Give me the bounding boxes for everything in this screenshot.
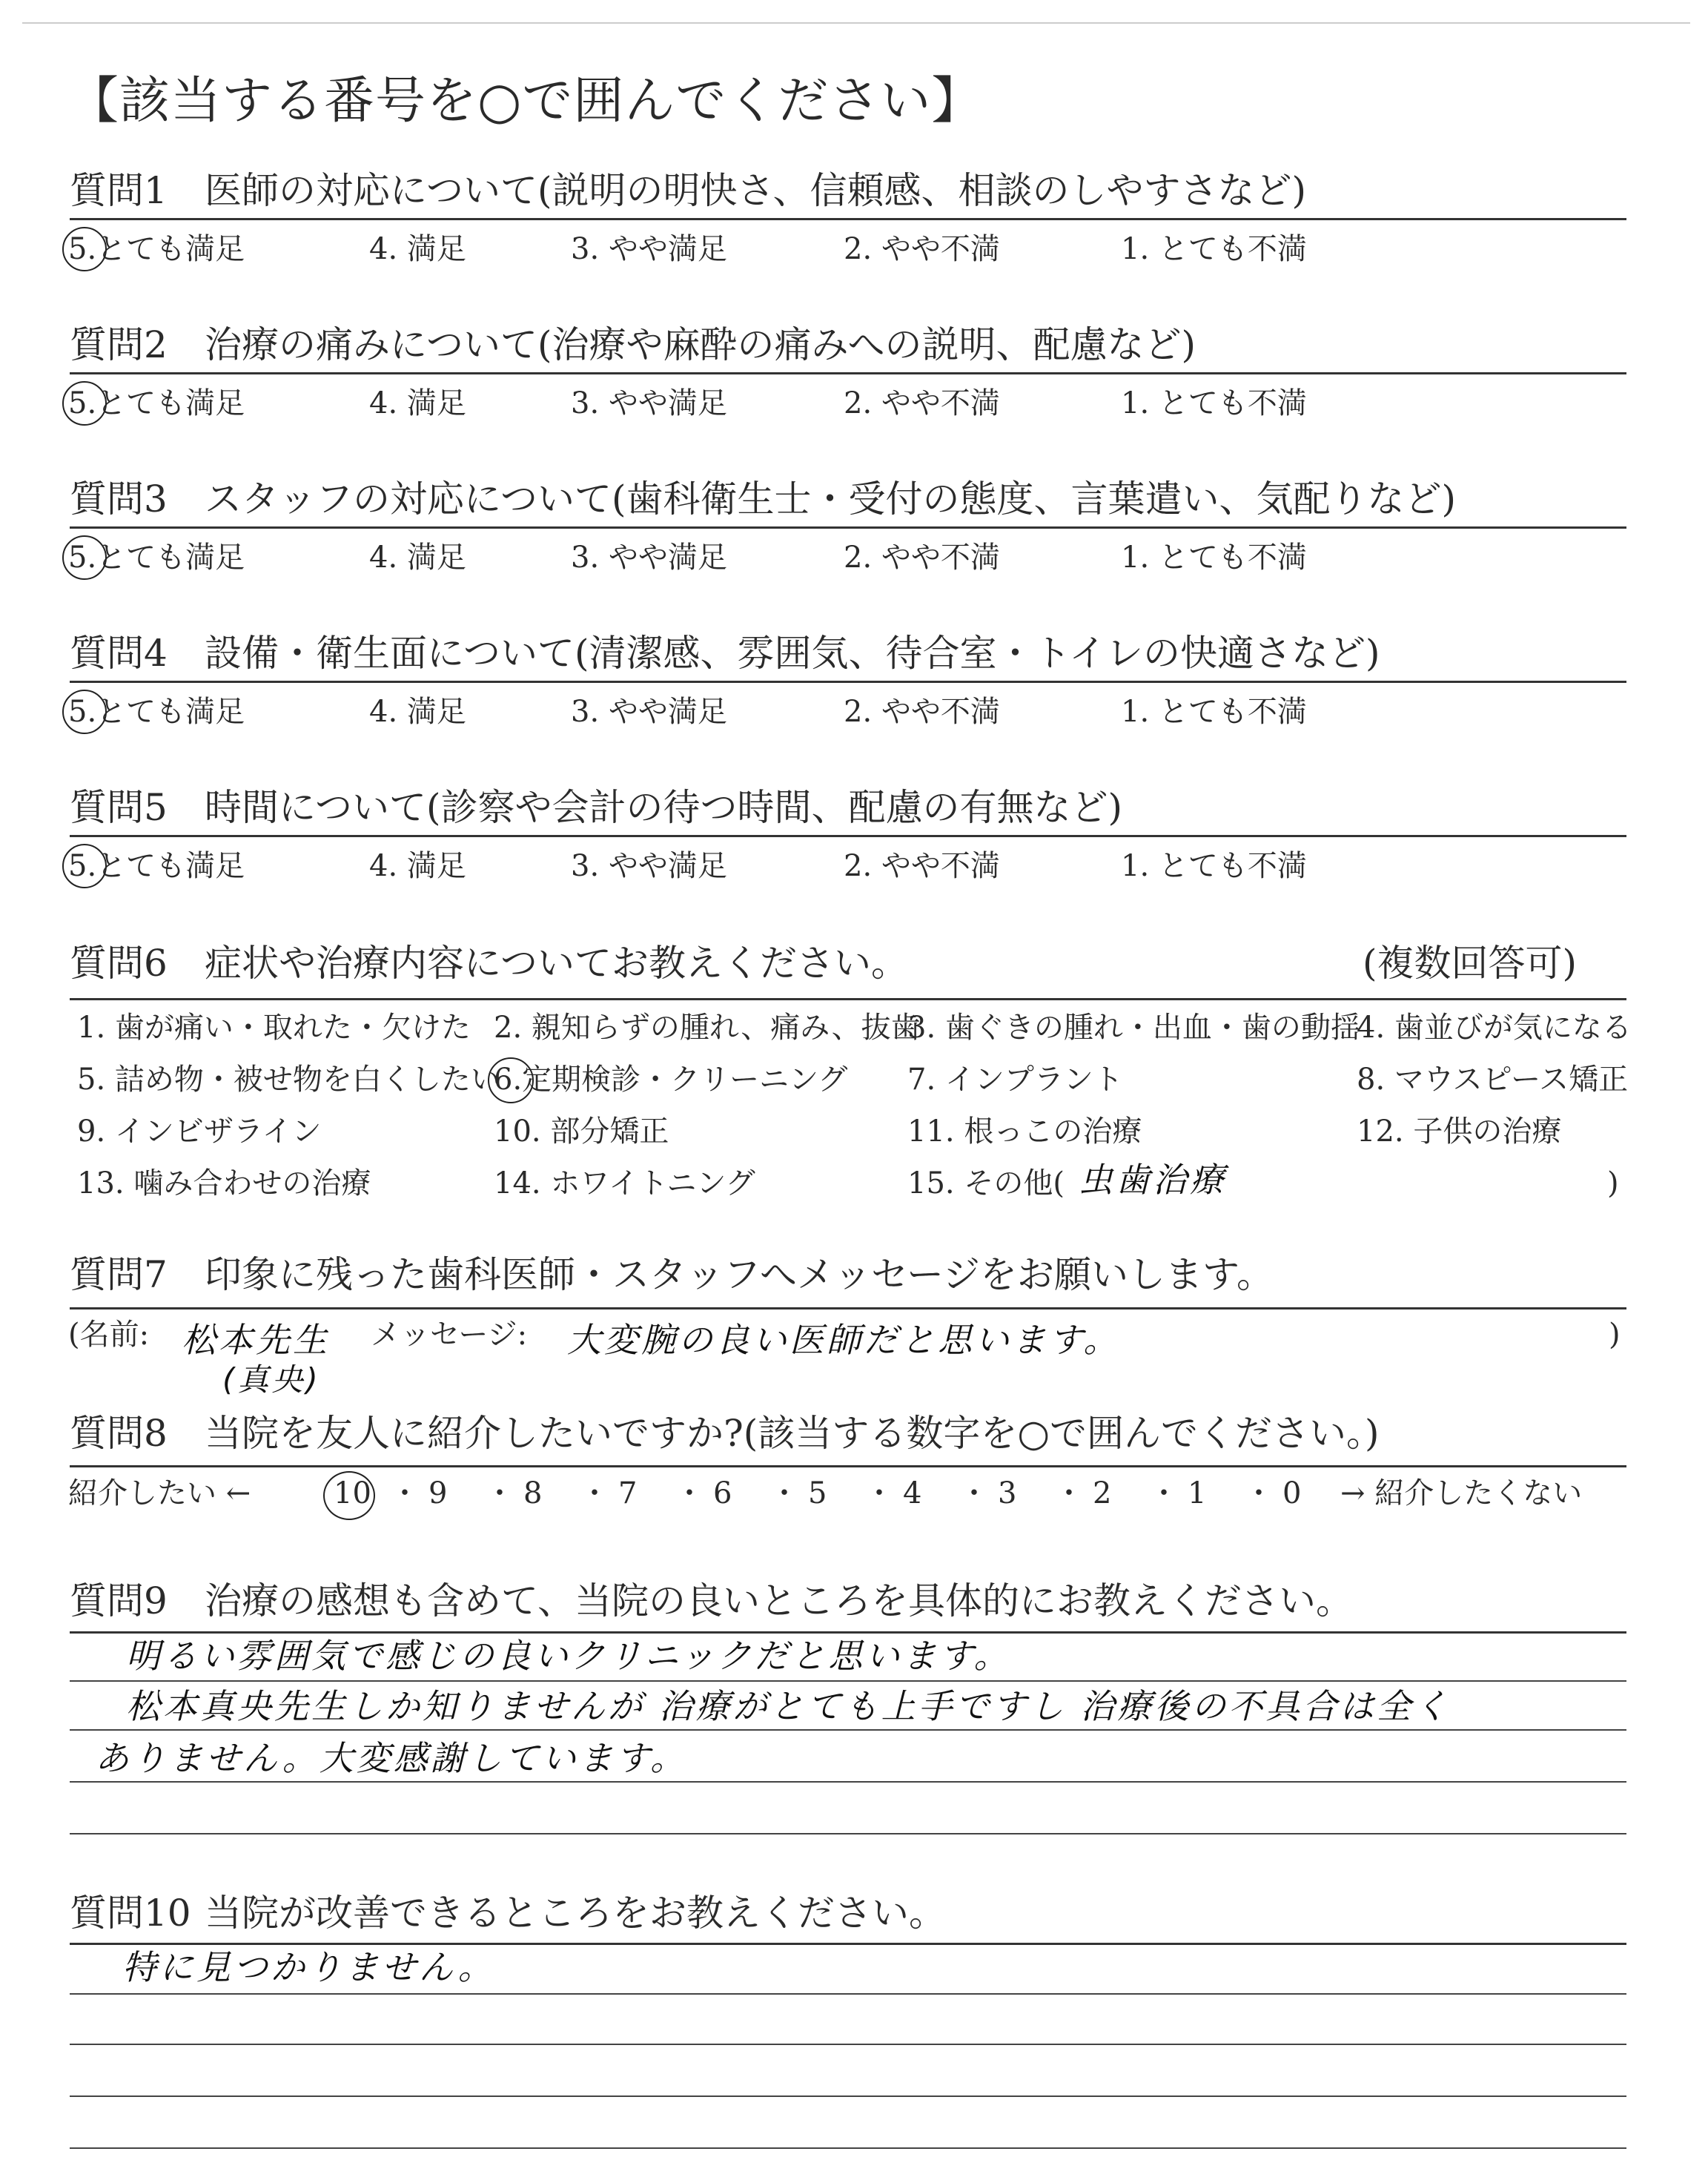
rating-option: 1. とても不満 [1121,849,1307,883]
rating-option: 4. 満足 [369,541,466,575]
question-text: スタッフの対応について(歯科衛生士・受付の態度、言葉遣い、気配りなど) [205,478,1457,521]
q10-line-3 [70,2095,1626,2097]
q8-scale-number: 0 [1282,1476,1302,1510]
q8-separator: ・ [769,1476,799,1510]
question-underline [70,681,1626,683]
question-text: 時間について(診察や会計の待つ時間、配慮の有無など) [205,786,1123,829]
q6-option: 15. その他( [907,1166,1065,1200]
q6-option: 8. マウスピース矯正 [1357,1063,1629,1097]
rating-option: 1. とても不満 [1121,541,1307,575]
rating-option: 5.とても満足 [68,386,245,420]
q6-option: 6.定期検診・クリーニング [494,1063,848,1097]
q8-separator: ・ [580,1476,609,1510]
rating-option: 2. やや不満 [844,695,1000,729]
q9-answer-line: 明るい雰囲気で感じの良いクリニックだと思います。 [126,1636,1011,1676]
q6-option: 14. ホワイトニング [494,1166,755,1200]
q6-option: 10. 部分矯正 [494,1114,669,1149]
q8-scale-number: 5 [808,1476,827,1510]
q8-text: 当院を友人に紹介したいですか?(該当する数字を○で囲んでください。) [205,1412,1380,1455]
rating-option: 2. やや不満 [844,541,1000,575]
q6-option: ) [1607,1166,1619,1200]
selection-circle [323,1471,375,1520]
rating-option: 1. とても不満 [1121,695,1307,729]
q6-other-answer: 虫歯治療 [1079,1160,1227,1200]
question-label: 質問3 [70,478,168,521]
q8-underline [70,1465,1626,1467]
question-text: 設備・衛生面について(清潔感、雰囲気、待合室・トイレの快適さなど) [205,632,1380,675]
q7-name-note: (真央) [222,1361,321,1398]
q6-label: 質問6 [70,942,168,985]
rating-option: 3. やや満足 [571,849,727,883]
rating-option: 3. やや満足 [571,232,727,266]
rating-option: 2. やや不満 [844,232,1000,266]
q8-scale-number: 9 [428,1476,448,1510]
q7-text: 印象に残った歯科医師・スタッフへメッセージをお願いします。 [205,1253,1274,1296]
rating-option: 4. 満足 [369,232,466,266]
q6-note: (複数回答可) [1363,942,1578,985]
rating-option: 3. やや満足 [571,386,727,420]
q10-label: 質問10 [70,1892,191,1935]
question-underline [70,218,1626,220]
q9-label: 質問9 [70,1579,168,1622]
q6-option: 11. 根っこの治療 [907,1114,1142,1149]
q7-name-answer: 松本先生 [182,1320,330,1360]
q7-underline [70,1307,1626,1309]
q6-option: 1. 歯が痛い・取れた・欠けた [77,1011,471,1045]
q9-underline [70,1631,1626,1634]
question-underline [70,526,1626,529]
q7-name-label: (名前: [68,1318,150,1352]
q7-label: 質問7 [70,1253,168,1296]
page-title: 【該当する番号を○で囲んでください】 [68,72,983,131]
q9-line-4 [70,1833,1626,1834]
q8-label: 質問8 [70,1412,168,1455]
q10-line-1 [70,1993,1626,1995]
q6-option: 9. インビザライン [77,1114,322,1149]
q6-option: 3. 歯ぐきの腫れ・出血・歯の動揺 [907,1011,1360,1045]
q8-separator: ・ [1244,1476,1274,1510]
rating-option: 3. やや満足 [571,541,727,575]
q8-separator: ・ [1149,1476,1179,1510]
q8-right-label: → 紹介したくない [1340,1476,1583,1510]
selection-circle [488,1057,534,1103]
q9-line-1 [70,1680,1626,1682]
rating-option: 5.とても満足 [68,695,245,729]
q7-close-paren: ) [1609,1318,1621,1352]
q8-separator: ・ [390,1476,420,1510]
question-label: 質問5 [70,786,168,829]
q9-text: 治療の感想も含めて、当院の良いところを具体的にお教えください。 [205,1579,1353,1622]
q8-scale-number: 8 [523,1476,543,1510]
rating-option: 4. 満足 [369,695,466,729]
question-label: 質問1 [70,169,168,212]
q6-text: 症状や治療内容についてお教えください。 [205,942,908,985]
rating-option: 1. とても不満 [1121,232,1307,266]
q8-scale-number: 4 [903,1476,922,1510]
question-label: 質問4 [70,632,168,675]
q8-scale-number: 7 [618,1476,638,1510]
q8-scale-number: 2 [1093,1476,1112,1510]
rating-option: 2. やや不満 [844,386,1000,420]
q10-line-4 [70,2147,1626,2149]
rating-option: 5.とても満足 [68,232,245,266]
q10-text: 当院が改善できるところをお教えください。 [205,1892,946,1935]
q8-scale-number: 10 [334,1476,371,1510]
q6-option: 5. 詰め物・被せ物を白くしたい [77,1063,500,1097]
question-text: 医師の対応について(説明の明快さ、信頼感、相談のしやすさなど) [205,169,1307,212]
question-label: 質問2 [70,323,168,366]
q8-scale-number: 1 [1188,1476,1207,1510]
q9-answer-line: ありません。大変感謝しています。 [95,1738,688,1778]
selection-circle [62,535,107,580]
q8-left-label: 紹介したい ← [68,1476,251,1510]
selection-circle [62,381,107,426]
q8-separator: ・ [959,1476,989,1510]
q8-separator: ・ [864,1476,894,1510]
q6-option: 12. 子供の治療 [1357,1114,1562,1149]
q8-separator: ・ [675,1476,704,1510]
q10-underline [70,1943,1626,1945]
rating-option: 5.とても満足 [68,541,245,575]
q10-answer-line: 特に見つかりません。 [122,1947,495,1987]
rating-option: 1. とても不満 [1121,386,1307,420]
rating-option: 3. やや満足 [571,695,727,729]
rating-option: 4. 満足 [369,386,466,420]
q9-line-2 [70,1729,1626,1731]
question-underline [70,835,1626,837]
selection-circle [62,227,107,271]
question-text: 治療の痛みについて(治療や麻酔の痛みへの説明、配慮など) [205,323,1196,366]
q6-option: 7. インプラント [907,1063,1123,1097]
q8-separator: ・ [485,1476,514,1510]
q8-scale-number: 6 [713,1476,732,1510]
q6-underline [70,998,1626,1000]
question-underline [70,372,1626,374]
top-border [22,22,1690,24]
selection-circle [62,690,107,734]
q9-answer-line: 松本真央先生しか知りませんが 治療がとても上手ですし 治療後の不具合は全く [126,1686,1452,1726]
rating-option: 2. やや不満 [844,849,1000,883]
selection-circle [62,844,107,888]
q8-scale-number: 3 [998,1476,1017,1510]
q8-separator: ・ [1054,1476,1084,1510]
q6-option: 2. 親知らずの腫れ、痛み、抜歯 [494,1011,921,1045]
rating-option: 4. 満足 [369,849,466,883]
q7-message-label: メッセージ: [371,1318,528,1352]
q7-message-answer: 大変腕の良い医師だと思います。 [567,1320,1121,1360]
q10-line-2 [70,2044,1626,2045]
rating-option: 5.とても満足 [68,849,245,883]
q6-option: 4. 歯並びが気になる [1357,1011,1632,1045]
q6-option: 13. 噛み合わせの治療 [77,1166,371,1200]
q9-line-3 [70,1781,1626,1783]
